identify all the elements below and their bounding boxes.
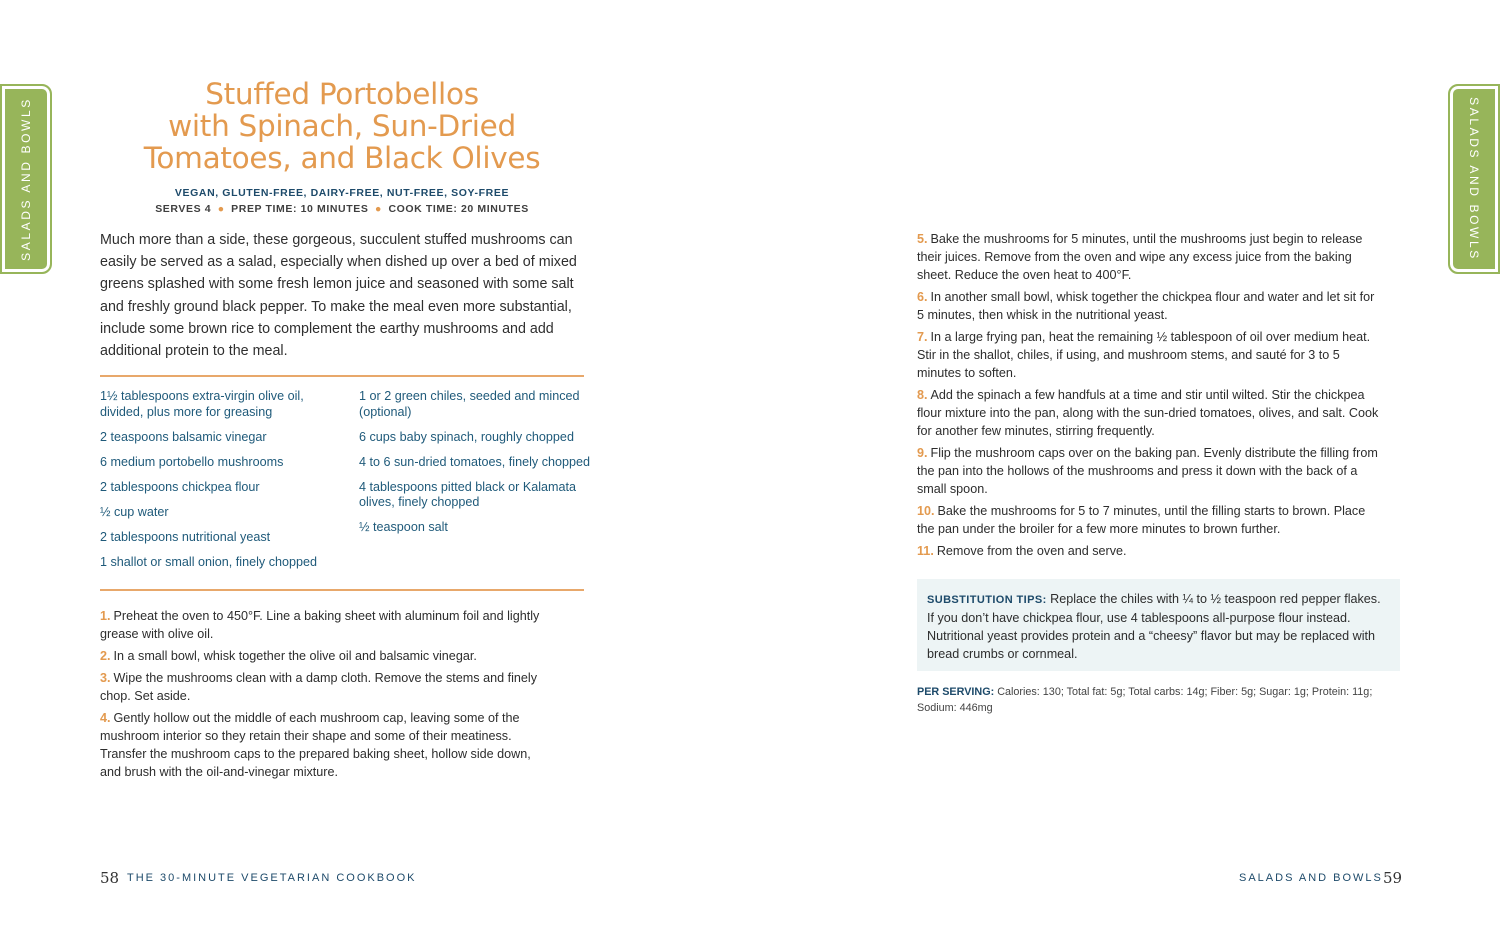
running-head-left: THE 30-MINUTE VEGETARIAN COOKBOOK	[127, 872, 417, 884]
ingredient-item: 2 tablespoons nutritional yeast	[100, 529, 271, 544]
cook-time: COOK TIME: 20 MINUTES	[388, 203, 529, 215]
ingredients-left	[100, 389, 338, 580]
divider-rule	[100, 375, 584, 377]
step-item	[917, 230, 1379, 284]
step-text: In a small bowl, whisk together the olive oil and balsamic vinegar.	[113, 649, 477, 663]
step-number: 3.	[100, 671, 111, 685]
step-item	[917, 502, 1379, 538]
step-item	[100, 709, 555, 781]
ingredient-item: 6 medium portobello mushrooms	[100, 454, 284, 469]
ingredient-item: 6 cups baby spinach, roughly chopped	[359, 429, 574, 444]
step-number: 4.	[100, 711, 111, 725]
step-text: In a large frying pan, heat the remaining ½ tablespoon of oil over medium heat. Stir in the shallot, chiles, if using, and mushroom stems, and sauté for 3 to 5 minutes to soften.	[917, 330, 1371, 380]
page-number-right: 59	[1383, 869, 1403, 887]
steps-left	[100, 607, 555, 785]
step-number: 11.	[917, 544, 934, 558]
recipe-meta	[100, 203, 584, 215]
ingredient-item: 1 or 2 green chiles, seeded and minced (optional)	[359, 389, 580, 419]
step-text: Bake the mushrooms for 5 to 7 minutes, until the filling starts to brown. Place the pan under the broiler for a few more minutes to brown further.	[917, 504, 1366, 536]
divider-rule	[100, 589, 584, 591]
step-item	[100, 647, 555, 665]
step-number: 7.	[917, 330, 928, 344]
nutrition-info	[917, 684, 1387, 716]
step-number: 8.	[917, 388, 928, 402]
section-tab-label: SALADS AND BOWLS	[19, 97, 33, 261]
step-item	[100, 669, 555, 705]
step-text: Wipe the mushrooms clean with a damp cloth. Remove the stems and finely chop. Set aside.	[100, 671, 537, 703]
step-text: Bake the mushrooms for 5 minutes, until the mushrooms just begin to release their juices. Remove from the oven and wipe any excess juice from the baking sheet. Reduce the oven heat to 400°F.	[917, 232, 1363, 282]
step-item	[917, 444, 1379, 498]
section-tab-label: SALADS AND BOWLS	[1467, 97, 1481, 261]
recipe-title-line: with Spinach, Sun-Dried	[168, 109, 516, 143]
ingredient-item: 4 to 6 sun-dried tomatoes, finely chopped	[359, 454, 591, 469]
substitution-tips-label: SUBSTITUTION TIPS:	[927, 594, 1047, 606]
step-number: 2.	[100, 649, 111, 663]
step-number: 1.	[100, 609, 111, 623]
step-number: 6.	[917, 290, 928, 304]
step-number: 10.	[917, 504, 935, 518]
step-text: Add the spinach a few handfuls at a time and stir until wilted. Stir the chickpea flour mixture into the pan, along with the sun-dried tomatoes, olives, and salt. Cook for another few minutes, stirring frequently.	[917, 388, 1379, 438]
step-item	[917, 542, 1379, 560]
recipe-title-line: Stuffed Portobellos	[205, 77, 479, 111]
nutrition-label: PER SERVING:	[917, 686, 995, 698]
ingredient-item: 2 tablespoons chickpea flour	[100, 479, 260, 494]
ingredients-right	[359, 389, 591, 545]
ingredient-item: ½ teaspoon salt	[359, 520, 448, 534]
step-item	[917, 386, 1379, 440]
separator-dot: ●	[217, 203, 225, 215]
step-text: Gently hollow out the middle of each mushroom cap, leaving some of the mushroom interior so they retain their shape and some of their meatiness. Transfer the mushroom caps to the prepared baking sheet, hollow side down, and brush with the oil-and-vinegar mixture.	[100, 711, 531, 779]
recipe-intro: Much more than a side, these gorgeous, succulent stuffed mushrooms can easily be served as a salad, especially when dished up over a bed of mixed greens splashed with some fresh lemon juice and seasoned with some salt and freshly ground black pepper. To make the meal even more substantial, include some brown rice to complement the earthy mushrooms and add additional protein to the meal.	[100, 232, 577, 360]
substitution-tips-box	[917, 579, 1400, 671]
ingredient-item: 1 shallot or small onion, finely chopped	[100, 554, 318, 569]
step-item	[917, 288, 1379, 324]
step-text: Preheat the oven to 450°F. Line a baking sheet with aluminum foil and lightly grease with olive oil.	[100, 609, 540, 641]
section-tab-left	[0, 84, 52, 274]
steps-right	[917, 230, 1379, 564]
step-number: 9.	[917, 446, 928, 460]
serves: SERVES 4	[155, 203, 212, 215]
step-text: Remove from the oven and serve.	[936, 544, 1127, 558]
separator-dot: ●	[374, 203, 382, 215]
step-number: 5.	[917, 232, 928, 246]
recipe-title-line: Tomatoes, and Black Olives	[143, 141, 541, 175]
step-item	[100, 607, 555, 643]
substitution-tips-text: Replace the chiles with ¼ to ½ teaspoon red pepper flakes. If you don’t have chickpea flour, use 4 tablespoons all-purpose flour instead. Nutritional yeast provides protein and a “cheesy” flavor but may be replaced with bread crumbs or cornmeal.	[927, 592, 1381, 661]
ingredient-item: ½ cup water	[100, 504, 169, 519]
recipe-title	[100, 78, 584, 174]
step-text: In another small bowl, whisk together the chickpea flour and water and let sit for 5 minutes, then whisk in the nutritional yeast.	[917, 290, 1375, 322]
nutrition-text: Calories: 130; Total fat: 5g; Total carbs: 14g; Fiber: 5g; Sugar: 1g; Protein: 11g; Sodium: 446mg	[917, 686, 1373, 714]
section-tab-right	[1448, 84, 1500, 274]
step-item	[917, 328, 1379, 382]
ingredient-item: 4 tablespoons pitted black or Kalamata olives, finely chopped	[359, 479, 577, 509]
step-text: Flip the mushroom caps over on the baking pan. Evenly distribute the filling from the pan into the hollows of the mushrooms and press it down with the back of a small spoon.	[917, 446, 1378, 496]
page-number-left: 58	[100, 869, 120, 887]
running-head-right: SALADS AND BOWLS	[1239, 872, 1383, 884]
prep-time: PREP TIME: 10 MINUTES	[231, 203, 369, 215]
ingredient-item: 1½ tablespoons extra-virgin olive oil, divided, plus more for greasing	[100, 389, 304, 419]
ingredient-item: 2 teaspoons balsamic vinegar	[100, 429, 267, 444]
diet-labels: VEGAN, GLUTEN-FREE, DAIRY-FREE, NUT-FREE, SOY-FREE	[174, 187, 510, 199]
